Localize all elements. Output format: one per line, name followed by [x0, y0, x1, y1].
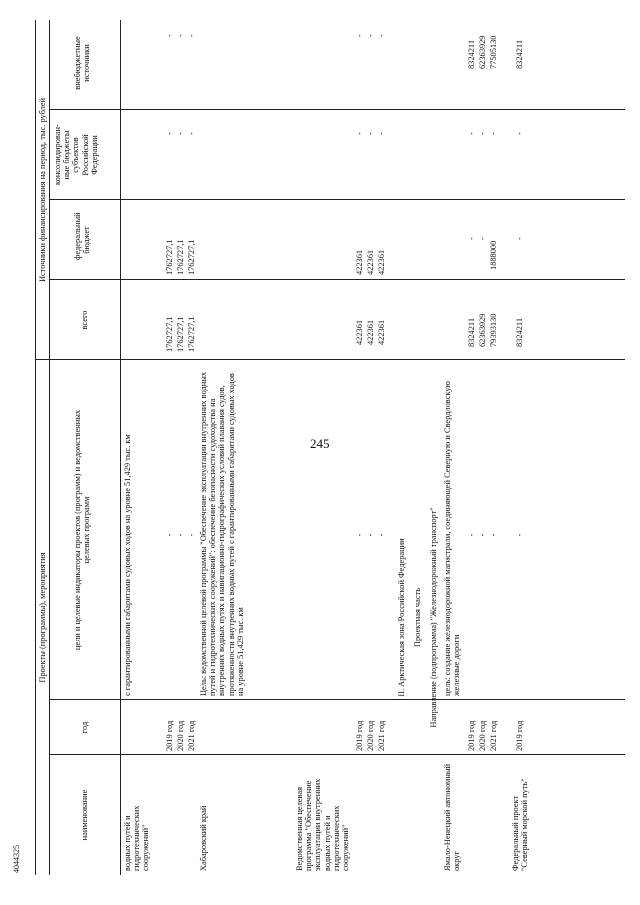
- row3-federal-2021: 422361: [377, 249, 386, 275]
- row5-regional-2019: -: [515, 132, 524, 135]
- row5-extra-2019: 8324211: [515, 39, 524, 69]
- section-title: II. Арктическая зона Российской Федерации: [397, 538, 406, 697]
- row3-name: Ведомственная целевая программа "Обеспечение эксплуатации внутренних водных путей и гидротехнических сооружений": [295, 778, 351, 871]
- row1-total-2020: 1762727,1: [176, 316, 185, 352]
- header-total: всего: [80, 310, 89, 330]
- row1-extra-2019: -: [165, 34, 174, 37]
- row1-regional-2021: -: [187, 132, 196, 135]
- row4-extra-2019: 8324211: [467, 39, 476, 69]
- row1-regional-2020: -: [176, 132, 185, 135]
- header-extra: внебюджетные источники: [73, 36, 92, 90]
- row3-extra-2019: -: [355, 34, 364, 37]
- row1-goal-val-2019: -: [165, 533, 174, 537]
- col-divider-total-federal: [49, 279, 625, 280]
- row2-goal: Цель: ведомственной целевой программы "Обеспечение эксплуатации внутренних водных путей и гидротехнических сооружений": обеспечение безопасности судоходства на внутренних водных путях и навигационно-гидрографических условий плавания судов, протяженности внутренних водных путей с гарантированными габаритами судовых ходов на уровне 51,429 тыс. км: [199, 371, 245, 696]
- row5-goal-val-2019: -: [515, 533, 524, 537]
- row1-extra-2021: -: [187, 34, 196, 37]
- financing-table: [35, 20, 625, 875]
- header-sources-group: Источники финансирования на период, тыс. рублей: [38, 97, 47, 283]
- row1-name: водных путей и гидротехнических сооружений": [123, 805, 151, 871]
- row4-goal: цель: создание железнодорожной магистрали, соединяющей Северную и Свердловскую железные дороги: [443, 381, 462, 696]
- header-year: год: [80, 721, 89, 734]
- row1-goal-val-2020: -: [176, 533, 185, 537]
- row1-year-2021: 2021 год: [187, 720, 196, 751]
- row1-extra-2020: -: [176, 34, 185, 37]
- row4-regional-2021: -: [489, 132, 498, 135]
- row4-extra-2021: 77505130: [489, 35, 498, 69]
- header-projects-group: Проекты (программы), мероприятия: [38, 552, 47, 683]
- header-federal: федеральный бюджет: [73, 212, 92, 260]
- row3-goal-val-2019: -: [355, 533, 364, 537]
- row4-name: Ямало-Ненецкий автономный округ: [443, 764, 462, 871]
- row5-name: Федеральный проект "Северный морской путь": [511, 778, 530, 871]
- row4-goal-val-2019: -: [467, 533, 476, 537]
- header-name: наименование: [80, 789, 89, 841]
- col-divider-name-year: [49, 754, 625, 755]
- row3-goal-val-2020: -: [366, 533, 375, 537]
- row5-total-2019: 8324211: [515, 317, 524, 347]
- row3-year-2020: 2020 год: [366, 720, 375, 751]
- col-divider-federal-regional: [49, 199, 625, 200]
- row1-federal-2020: 1762727,1: [176, 239, 185, 275]
- col-divider-regional-extra: [49, 109, 625, 110]
- header-group-divider: [49, 20, 50, 875]
- row4-federal-2019: -: [467, 237, 476, 240]
- row3-total-2020: 422361: [366, 319, 375, 345]
- row3-regional-2019: -: [355, 132, 364, 135]
- row4-goal-val-2021: -: [489, 533, 498, 537]
- row2-name: Хабаровский край: [199, 805, 208, 871]
- row1-total-2021: 1762727,1: [187, 316, 196, 352]
- row3-year-2019: 2019 год: [355, 720, 364, 751]
- header-regional: консолидирован-ные бюджеты субъектов Российской Федерации: [53, 124, 99, 185]
- col-divider-year-goals: [49, 699, 625, 700]
- direction-title: Направление (подпрограмма) "Железнодорожный транспорт": [429, 507, 438, 728]
- row1-federal-2019: 1762727,1: [165, 239, 174, 275]
- table-top-border: [35, 20, 36, 875]
- header-bottom-border: [120, 20, 121, 875]
- row1-regional-2019: -: [165, 132, 174, 135]
- row5-federal-2019: -: [515, 237, 524, 240]
- section-subtitle: Проектная часть: [413, 587, 422, 648]
- row1-goal-val-2021: -: [187, 533, 196, 537]
- row4-year-2021: 2021 год: [489, 720, 498, 751]
- row4-year-2020: 2020 год: [478, 720, 487, 751]
- row4-total-2021: 79393130: [489, 313, 498, 347]
- page-number: 245: [310, 436, 330, 451]
- row3-extra-2021: -: [377, 34, 386, 37]
- row1-federal-2021: 1762727,1: [187, 239, 196, 275]
- row3-federal-2020: 422361: [366, 249, 375, 275]
- row4-total-2019: 8324211: [467, 317, 476, 347]
- row1-year-2020: 2020 год: [176, 720, 185, 751]
- row3-extra-2020: -: [366, 34, 375, 37]
- row4-year-2019: 2019 год: [467, 720, 476, 751]
- row4-extra-2020: 62363929: [478, 35, 487, 69]
- row4-federal-2020: -: [478, 237, 487, 240]
- row1-year-2019: 2019 год: [165, 720, 174, 751]
- row4-total-2020: 62363929: [478, 313, 487, 347]
- document-code: 4044325: [12, 845, 21, 873]
- row3-regional-2020: -: [366, 132, 375, 135]
- row1-goal: с гарантированными габаритами судовых ходов на уровне 51,429 тыс. км: [123, 434, 132, 696]
- row1-total-2019: 1762727,1: [165, 316, 174, 352]
- row3-goal-val-2021: -: [377, 533, 386, 537]
- header-goals: цели и целевые индикаторы проектов (программ) и ведомственных целевых программ: [73, 409, 92, 651]
- row5-year-2019: 2019 год: [515, 720, 524, 751]
- row3-total-2021: 422361: [377, 319, 386, 345]
- row3-total-2019: 422361: [355, 319, 364, 345]
- row4-regional-2020: -: [478, 132, 487, 135]
- row4-goal-val-2020: -: [478, 533, 487, 537]
- row3-year-2021: 2021 год: [377, 720, 386, 751]
- row3-federal-2019: 422361: [355, 249, 364, 275]
- row4-regional-2019: -: [467, 132, 476, 135]
- row3-regional-2021: -: [377, 132, 386, 135]
- col-divider-projects-sources: [35, 359, 625, 360]
- row4-federal-2021: 1888000: [489, 240, 498, 270]
